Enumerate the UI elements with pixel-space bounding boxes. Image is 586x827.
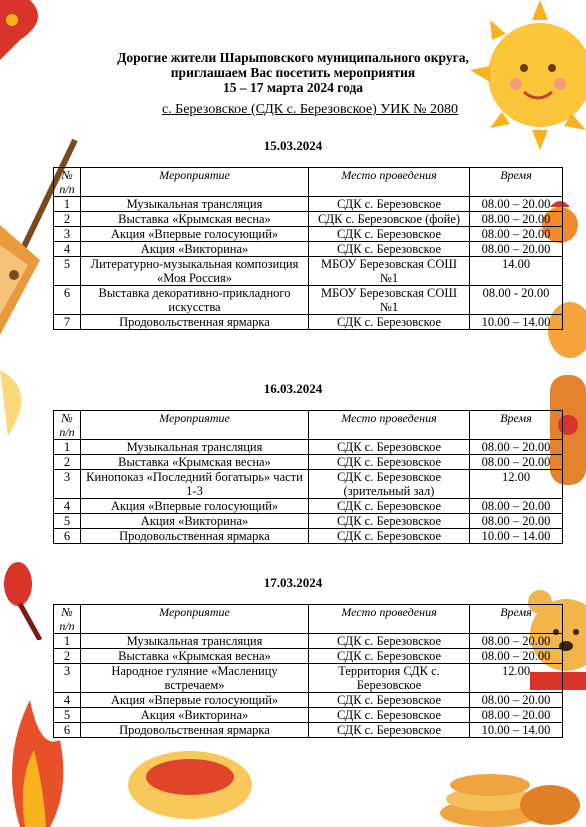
row-time: 08.00 – 20.00: [470, 499, 563, 514]
row-place: СДК с. Березовское: [309, 315, 470, 330]
table-row: [54, 242, 563, 257]
invitation-title: [60, 50, 526, 95]
row-place: СДК с. Березовское: [309, 708, 470, 723]
row-number: 6: [54, 529, 81, 544]
table-row: [54, 499, 563, 514]
col-time-header: Время: [470, 411, 563, 440]
row-number: 2: [54, 455, 81, 470]
row-place: СДК с. Березовское: [309, 723, 470, 738]
row-number: 4: [54, 242, 81, 257]
table-row: [54, 514, 563, 529]
row-number: 5: [54, 257, 81, 286]
row-number: 6: [54, 286, 81, 315]
row-event: Музыкальная трансляция: [81, 440, 309, 455]
row-number: 6: [54, 723, 81, 738]
row-event: Акция «Впервые голосующий»: [81, 693, 309, 708]
table-row: [54, 315, 563, 330]
location-line: с. Березовское (СДК с. Березовское) УИК № 2080: [161, 102, 459, 117]
row-time: 08.00 – 20.00: [470, 197, 563, 212]
table-row: [54, 708, 563, 723]
title-line-2: приглашаем Вас посетить мероприятия: [170, 65, 416, 80]
row-place: СДК с. Березовское: [309, 197, 470, 212]
date-heading-2: 16.03.2024: [263, 381, 323, 396]
table-body: [54, 197, 563, 330]
row-event: Выставка «Крымская весна»: [81, 455, 309, 470]
col-place-header: Место проведения: [309, 168, 470, 197]
table-row: [54, 286, 563, 315]
col-time-header: Время: [470, 168, 563, 197]
events-table-day-3: [53, 604, 563, 738]
row-number: 2: [54, 212, 81, 227]
table-row: [54, 227, 563, 242]
date-heading-3: 17.03.2024: [263, 575, 323, 590]
row-number: 5: [54, 708, 81, 723]
row-place: СДК с. Березовское: [309, 514, 470, 529]
table-header-row: [54, 605, 563, 634]
events-table-day-1: [53, 167, 563, 330]
title-line-1: Дорогие жители Шарыповского муниципального округа,: [117, 50, 469, 65]
table-body: [54, 634, 563, 738]
row-time: 08.00 – 20.00: [470, 649, 563, 664]
row-time: 10.00 – 14.00: [470, 723, 563, 738]
col-event-header: Мероприятие: [81, 411, 309, 440]
table-header-row: [54, 168, 563, 197]
col-time-header: Время: [470, 605, 563, 634]
row-place: СДК с. Березовское: [309, 529, 470, 544]
row-time: 08.00 – 20.00: [470, 227, 563, 242]
row-number: 3: [54, 664, 81, 693]
row-place: МБОУ Березовская СОШ №1: [309, 286, 470, 315]
row-time: 14.00: [470, 257, 563, 286]
table-row: [54, 649, 563, 664]
row-time: 08.00 – 20.00: [470, 242, 563, 257]
title-line-3: 15 – 17 марта 2024 года: [222, 80, 364, 95]
row-place: МБОУ Березовская СОШ №1: [309, 257, 470, 286]
row-number: 4: [54, 693, 81, 708]
row-number: 3: [54, 470, 81, 499]
row-time: 08.00 – 20.00: [470, 514, 563, 529]
row-event: Выставка «Крымская весна»: [81, 649, 309, 664]
col-num-header: № п/п: [54, 168, 81, 197]
row-event: Продовольственная ярмарка: [81, 529, 309, 544]
row-event: Акция «Впервые голосующий»: [81, 227, 309, 242]
row-place: СДК с. Березовское: [309, 227, 470, 242]
row-place: СДК с. Березовское: [309, 440, 470, 455]
row-place: СДК с. Березовское: [309, 649, 470, 664]
table-row: [54, 455, 563, 470]
row-number: 1: [54, 197, 81, 212]
table-row: [54, 723, 563, 738]
events-table-day-2: [53, 410, 563, 544]
col-num-header: № п/п: [54, 411, 81, 440]
table-row: [54, 634, 563, 649]
row-number: 5: [54, 514, 81, 529]
table-row: [54, 664, 563, 693]
row-event: Кинопоказ «Последний богатырь» части 1-3: [81, 470, 309, 499]
row-time: 08.00 – 20.00: [470, 440, 563, 455]
row-number: 1: [54, 440, 81, 455]
col-place-header: Место проведения: [309, 605, 470, 634]
row-time: 08.00 - 20.00: [470, 286, 563, 315]
row-time: 10.00 – 14.00: [470, 529, 563, 544]
row-event: Выставка «Крымская весна»: [81, 212, 309, 227]
col-event-header: Мероприятие: [81, 168, 309, 197]
table-row: [54, 440, 563, 455]
col-event-header: Мероприятие: [81, 605, 309, 634]
row-number: 3: [54, 227, 81, 242]
table-row: [54, 212, 563, 227]
row-event: Продовольственная ярмарка: [81, 315, 309, 330]
table-body: [54, 440, 563, 544]
row-number: 2: [54, 649, 81, 664]
col-num-header: № п/п: [54, 605, 81, 634]
row-place: Территория СДК с. Березовское: [309, 664, 470, 693]
row-place: СДК с. Березовское: [309, 455, 470, 470]
row-place: СДК с. Березовское: [309, 242, 470, 257]
row-time: 12.00: [470, 470, 563, 499]
row-time: 08.00 – 20.00: [470, 634, 563, 649]
row-event: Акция «Викторина»: [81, 242, 309, 257]
row-number: 1: [54, 634, 81, 649]
row-place: СДК с. Березовское: [309, 693, 470, 708]
row-time: 10.00 – 14.00: [470, 315, 563, 330]
row-time: 08.00 – 20.00: [470, 708, 563, 723]
row-event: Выставка декоративно-прикладного искусства: [81, 286, 309, 315]
row-number: 7: [54, 315, 81, 330]
date-heading-1: 15.03.2024: [263, 138, 323, 153]
row-place: СДК с. Березовское: [309, 499, 470, 514]
row-event: Народное гуляние «Масленицу встречаем»: [81, 664, 309, 693]
table-header-row: [54, 411, 563, 440]
col-place-header: Место проведения: [309, 411, 470, 440]
row-event: Акция «Викторина»: [81, 514, 309, 529]
row-time: 08.00 – 20.00: [470, 455, 563, 470]
table-row: [54, 693, 563, 708]
row-time: 12.00: [470, 664, 563, 693]
row-number: 4: [54, 499, 81, 514]
row-place: СДК с. Березовское (фойе): [309, 212, 470, 227]
row-event: Музыкальная трансляция: [81, 634, 309, 649]
row-time: 08.00 – 20.00: [470, 693, 563, 708]
row-place: СДК с. Березовское: [309, 634, 470, 649]
row-event: Акция «Впервые голосующий»: [81, 499, 309, 514]
row-event: Литературно-музыкальная композиция «Моя Россия»: [81, 257, 309, 286]
row-event: Музыкальная трансляция: [81, 197, 309, 212]
row-time: 08.00 – 20.00: [470, 212, 563, 227]
row-event: Акция «Викторина»: [81, 708, 309, 723]
table-row: [54, 257, 563, 286]
table-row: [54, 197, 563, 212]
row-place: СДК с. Березовское (зрительный зал): [309, 470, 470, 499]
table-row: [54, 470, 563, 499]
row-event: Продовольственная ярмарка: [81, 723, 309, 738]
table-row: [54, 529, 563, 544]
